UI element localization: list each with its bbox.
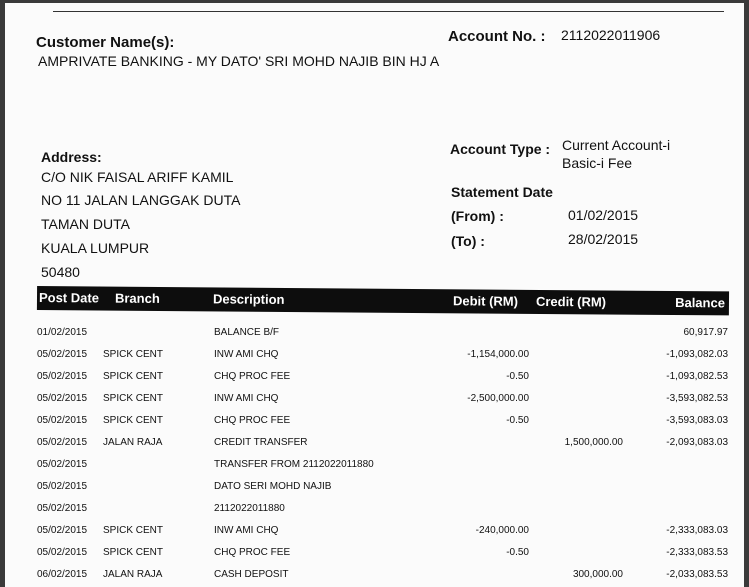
description-cell: TRANSFER FROM 2112022011880 — [214, 459, 374, 470]
address-line-4: KUALA LUMPUR — [41, 240, 150, 256]
post-date-cell: 05/02/2015 — [37, 349, 88, 360]
table-row — [5, 371, 744, 393]
branch-cell: SPICK CENT — [103, 371, 164, 382]
balance-cell: -3,593,083.03 — [666, 415, 728, 426]
post-date-cell: 05/02/2015 — [37, 547, 88, 558]
debit-cell: -0.50 — [506, 547, 529, 558]
description-cell: DATO SERI MOHD NAJIB — [214, 481, 332, 492]
debit-cell: -0.50 — [506, 415, 529, 426]
debit-cell: -240,000.00 — [475, 525, 529, 536]
debit-cell: -2,500,000.00 — [467, 393, 529, 404]
address-line-1: C/O NIK FAISAL ARIFF KAMIL — [41, 169, 234, 185]
description-cell: CHQ PROC FEE — [214, 547, 291, 558]
account-type-label: Account Type : — [450, 141, 551, 157]
post-date-cell: 05/02/2015 — [37, 415, 88, 426]
table-row — [5, 393, 744, 415]
table-row — [5, 459, 744, 481]
col-description: Description — [212, 291, 285, 307]
table-row — [5, 481, 744, 503]
description-cell: INW AMI CHQ — [214, 349, 279, 360]
address-line-3: TAMAN DUTA — [41, 216, 130, 232]
table-header-bar — [37, 286, 729, 315]
branch-cell: SPICK CENT — [103, 349, 164, 360]
account-no-label: Account No. : — [448, 28, 546, 45]
description-cell: CREDIT TRANSFER — [214, 437, 308, 448]
table-row — [5, 503, 744, 525]
description-cell: BALANCE B/F — [214, 327, 280, 338]
description-cell: 2112022011880 — [214, 503, 285, 514]
table-row — [5, 437, 744, 459]
description-cell: INW AMI CHQ — [214, 393, 279, 404]
post-date-cell: 05/02/2015 — [37, 525, 88, 536]
customer-name-label: Customer Name(s): — [36, 34, 175, 51]
table-row — [5, 349, 744, 371]
post-date-cell: 01/02/2015 — [37, 327, 88, 338]
balance-cell: -2,333,083.53 — [666, 547, 728, 558]
col-credit: Credit (RM) — [535, 293, 607, 310]
post-date-cell: 06/02/2015 — [37, 569, 88, 580]
address-line-5: 50480 — [41, 264, 80, 280]
statement-page — [5, 3, 744, 587]
table-row — [5, 415, 744, 437]
customer-name: AMPRIVATE BANKING - MY DATO' SRI MOHD NAJIB BIN HJ A — [38, 53, 440, 69]
balance-cell: -1,093,082.53 — [666, 371, 728, 382]
post-date-cell: 05/02/2015 — [37, 481, 88, 492]
description-cell: CASH DEPOSIT — [214, 569, 289, 580]
statement-date-label: Statement Date — [451, 184, 553, 200]
description-cell: CHQ PROC FEE — [214, 415, 291, 426]
branch-cell: JALAN RAJA — [103, 569, 163, 580]
address-line-2: NO 11 JALAN LANGGAK DUTA — [41, 192, 241, 208]
post-date-cell: 05/02/2015 — [37, 503, 88, 514]
branch-cell: SPICK CENT — [103, 547, 164, 558]
post-date-cell: 05/02/2015 — [37, 459, 88, 470]
description-cell: CHQ PROC FEE — [214, 371, 291, 382]
account-no: 2112022011906 — [561, 27, 661, 43]
post-date-cell: 05/02/2015 — [37, 393, 88, 404]
col-post-date: Post Date — [38, 290, 100, 306]
branch-cell: SPICK CENT — [103, 415, 164, 426]
to-date: 28/02/2015 — [568, 231, 639, 247]
col-balance: Balance — [675, 295, 726, 311]
table-row — [5, 525, 744, 547]
credit-cell: 1,500,000.00 — [564, 437, 623, 448]
table-row — [5, 327, 744, 349]
account-type-line-2: Basic-i Fee — [562, 155, 633, 171]
balance-cell: -3,593,082.53 — [666, 393, 728, 404]
table-row — [5, 547, 744, 569]
balance-cell: -1,093,082.03 — [666, 349, 728, 360]
from-label: (From) : — [451, 208, 504, 224]
balance-cell: -2,093,083.03 — [666, 437, 728, 448]
balance-cell: -2,033,083.53 — [666, 569, 728, 580]
post-date-cell: 05/02/2015 — [37, 437, 88, 448]
branch-cell: JALAN RAJA — [103, 437, 163, 448]
header-rule — [53, 11, 724, 12]
col-branch: Branch — [114, 290, 160, 306]
col-debit: Debit (RM) — [452, 293, 519, 309]
to-label: (To) : — [451, 233, 485, 249]
debit-cell: -1,154,000.00 — [467, 349, 529, 360]
table-row — [5, 569, 744, 587]
credit-cell: 300,000.00 — [572, 569, 623, 580]
account-type-line-1: Current Account-i — [562, 137, 671, 153]
address-label: Address: — [41, 149, 102, 165]
balance-cell: 60,917.97 — [683, 327, 728, 338]
balance-cell: -2,333,083.03 — [666, 525, 728, 536]
post-date-cell: 05/02/2015 — [37, 371, 88, 382]
branch-cell: SPICK CENT — [103, 525, 164, 536]
from-date: 01/02/2015 — [568, 207, 639, 223]
debit-cell: -0.50 — [506, 371, 529, 382]
description-cell: INW AMI CHQ — [214, 525, 279, 536]
branch-cell: SPICK CENT — [103, 393, 164, 404]
